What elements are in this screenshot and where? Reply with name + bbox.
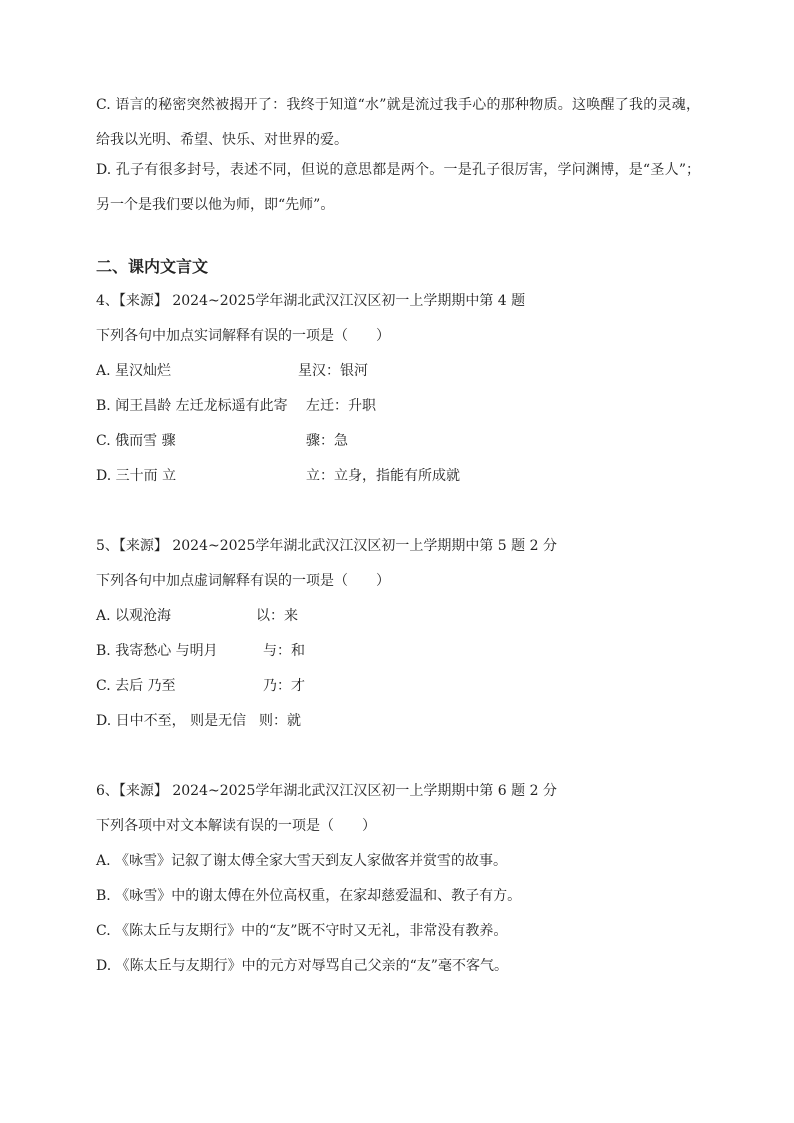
option-text: B. 我寄愁心 与明月 — [96, 643, 218, 659]
option-text: C. 俄而雪 骤 — [96, 433, 176, 449]
q4-option-a — [96, 361, 368, 381]
q4-stem: 下列各句中加点实词解释有误的一项是（ ） — [96, 328, 390, 344]
q5-option-b — [96, 641, 305, 661]
q6-stem: 下列各项中对文本解读有误的一项是（ ） — [96, 818, 376, 834]
option-text: D. 日中不至， 则是无信 — [96, 713, 247, 729]
option-d-prev: D. 孔子有很多封号，表述不同，但说的意思都是两个。一是孔子很厉害，学问渊博，是“圣人”；另一个是我们要以他为师，即“先师”。 — [96, 162, 700, 213]
q4-source: 4、【来源】 2024~2025学年湖北武汉江汉区初一上学期期中第 4 题 — [96, 293, 526, 309]
option-answer: 左迁：升职 — [306, 398, 376, 414]
q5-option-c — [96, 676, 305, 696]
q6-option-b: B. 《咏雪》中的谢太傅在外位高权重，在家却慈爱温和、教子有方。 — [96, 888, 522, 904]
option-c-prev: C. 语言的秘密突然被揭开了：我终于知道“水”就是流过我手心的那种物质。这唤醒了我的灵魂，给我以光明、希望、快乐、对世界的爱。 — [96, 97, 700, 148]
option-answer: 立：立身，指能有所成就 — [306, 468, 460, 484]
q4-option-b — [96, 396, 376, 416]
q6-option-c: C. 《陈太丘与友期行》中的“友”既不守时又无礼，非常没有教养。 — [96, 923, 508, 939]
option-text: B. 闻王昌龄 左迁龙标遥有此寄 — [96, 398, 288, 414]
q6-option-d: D. 《陈太丘与友期行》中的元方对辱骂自己父亲的“友”毫不客气。 — [96, 958, 508, 974]
q4-option-d — [96, 466, 460, 486]
q4-option-c — [96, 431, 348, 451]
option-text: D. 三十而 立 — [96, 468, 177, 484]
q6-option-a: A. 《咏雪》记叙了谢太傅全家大雪天到友人家做客并赏雪的故事。 — [96, 853, 508, 869]
q5-source: 5、【来源】 2024~2025学年湖北武汉江汉区初一上学期期中第 5 题 2 分 — [96, 538, 557, 554]
option-answer: 骤：急 — [306, 433, 348, 449]
option-text: A. 星汉灿烂 — [96, 363, 172, 379]
q5-option-d — [96, 711, 301, 731]
q5-option-a — [96, 606, 298, 626]
q6-source: 6、【来源】 2024~2025学年湖北武汉江汉区初一上学期期中第 6 题 2 分 — [96, 783, 557, 799]
option-text: A. 以观沧海 — [96, 608, 172, 624]
option-answer: 则：就 — [259, 713, 301, 729]
option-answer: 与：和 — [263, 643, 305, 659]
q5-stem: 下列各句中加点虚词解释有误的一项是（ ） — [96, 573, 390, 589]
option-answer: 星汉：银河 — [298, 363, 368, 379]
option-answer: 以：来 — [256, 608, 298, 624]
option-text: C. 去后 乃至 — [96, 678, 176, 694]
option-answer: 乃：才 — [263, 678, 305, 694]
section-title: 二、课内文言文 — [96, 257, 209, 276]
